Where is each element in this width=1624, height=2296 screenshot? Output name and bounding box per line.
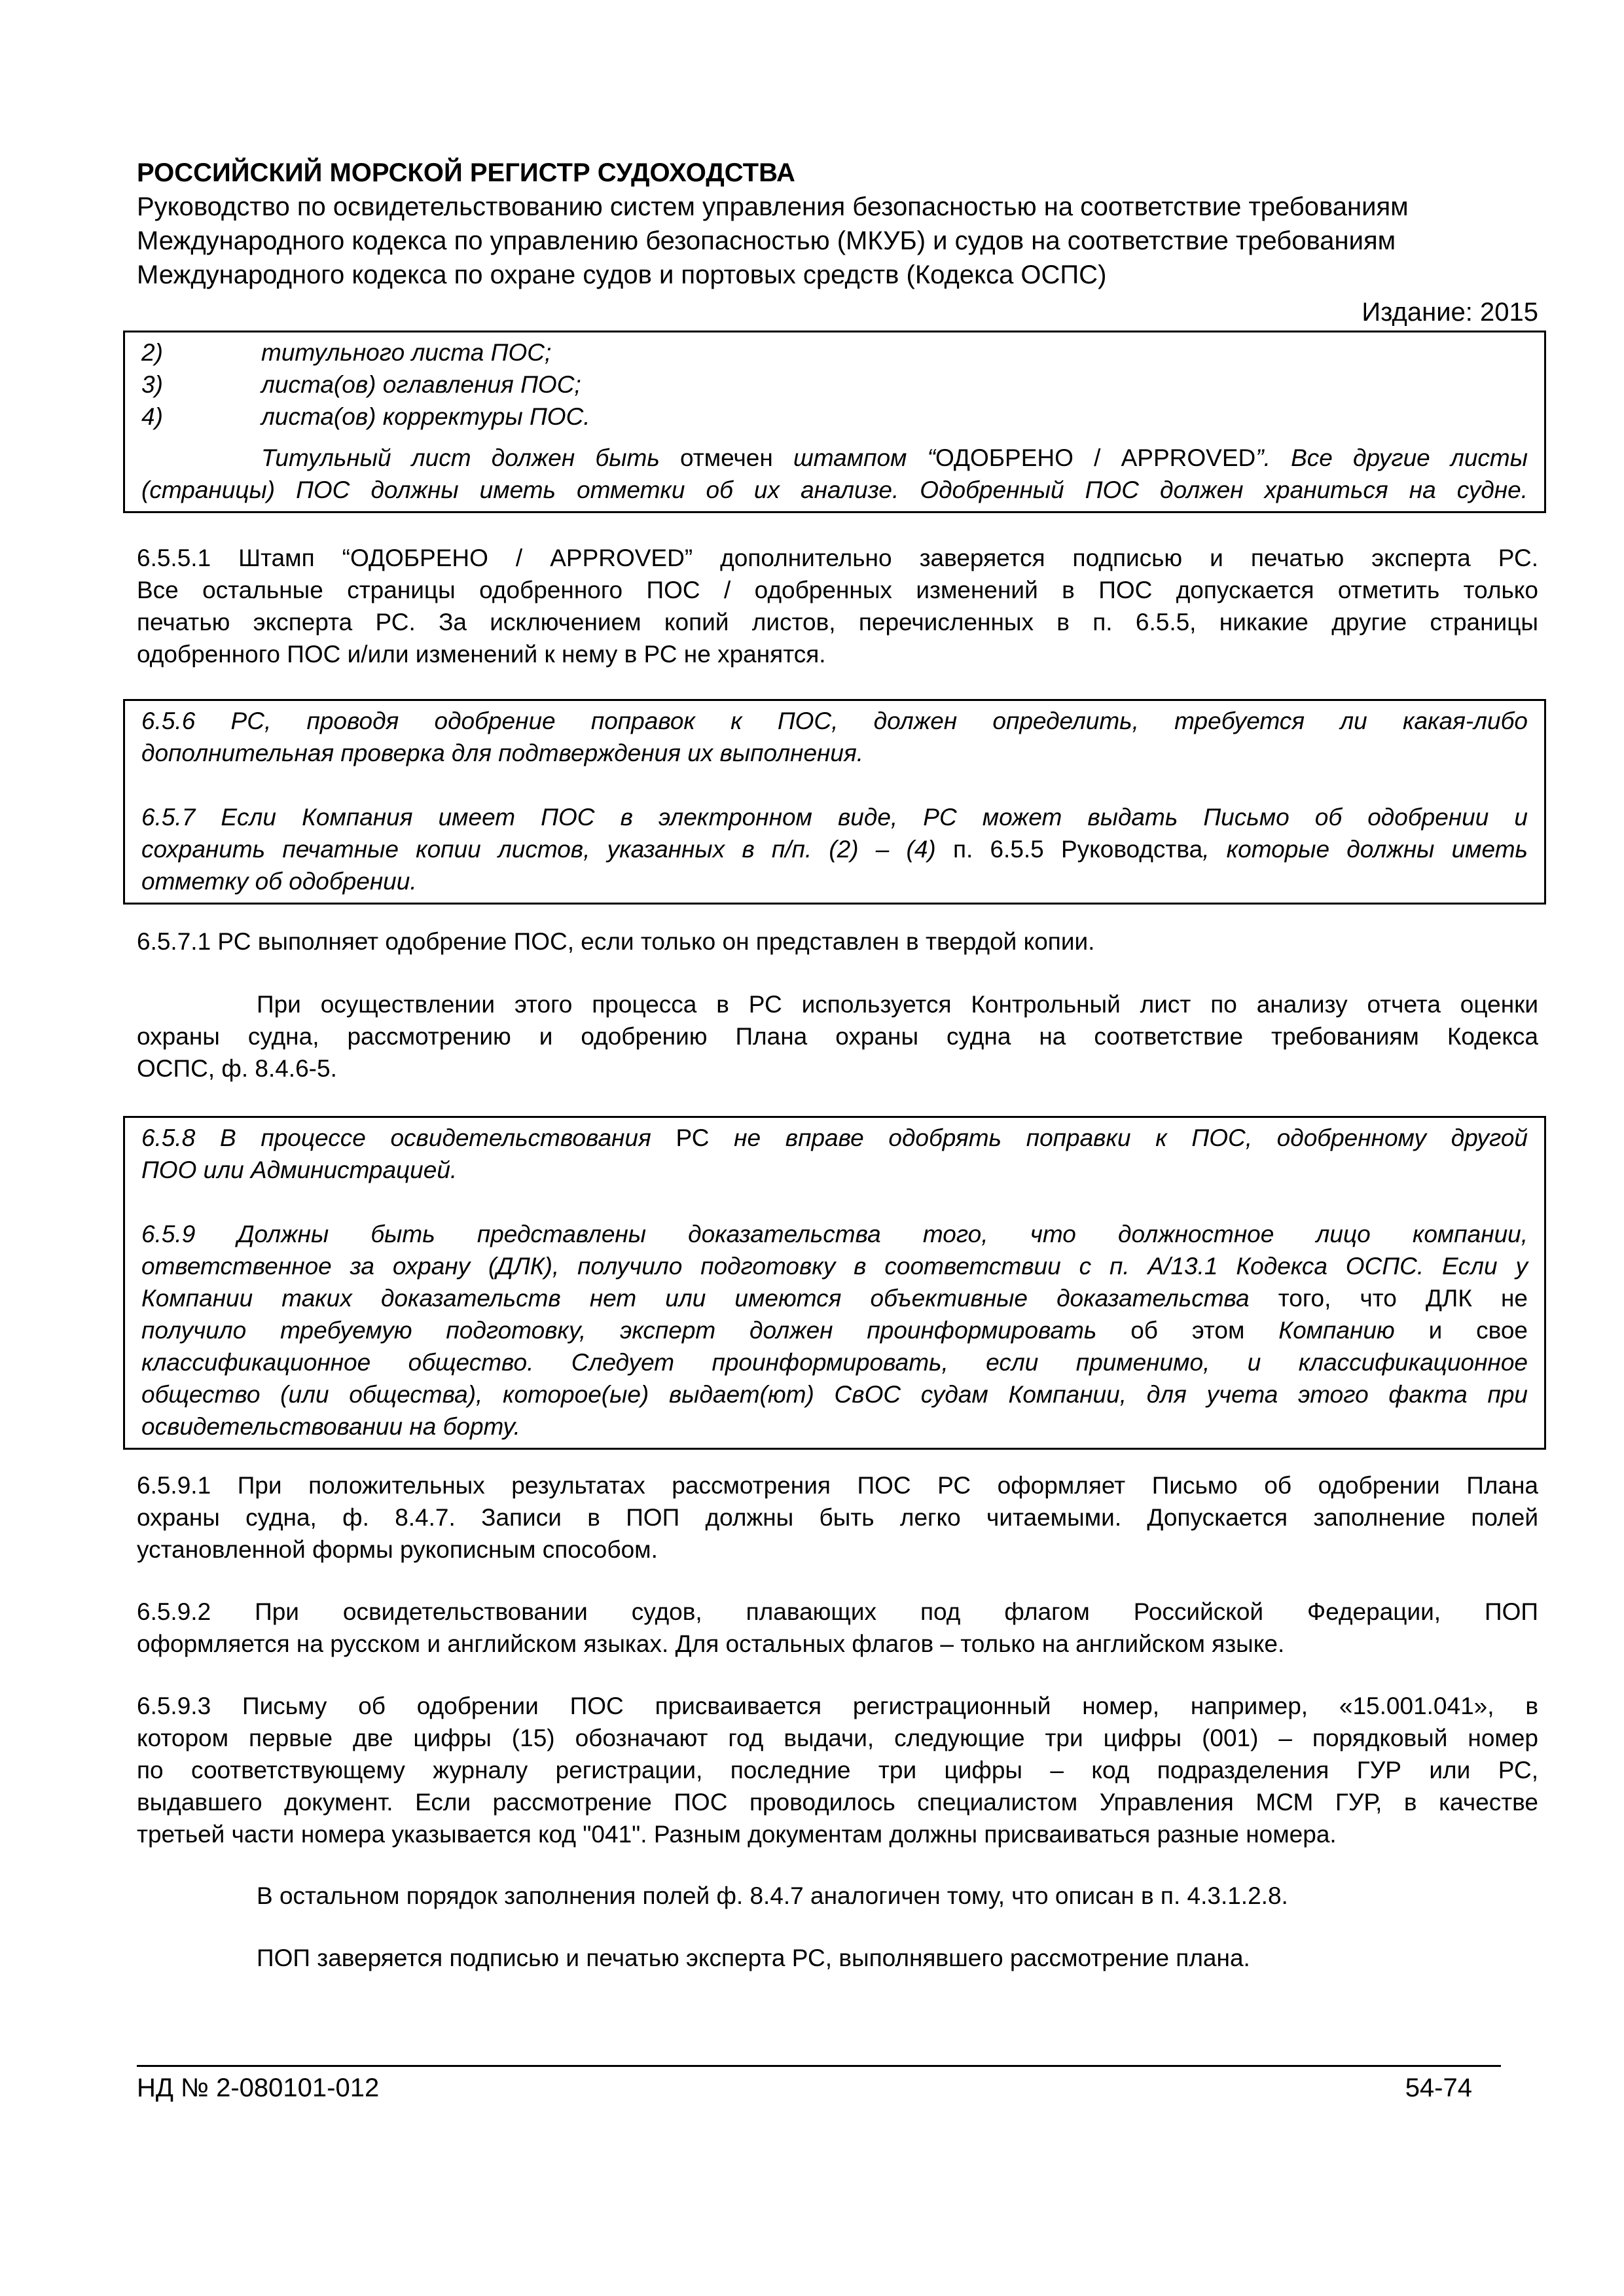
paragraph-line: 6.5.9.3 Письму об одобрении ПОС присваивается регистрационный номер, например, «15.001.041», в — [137, 1693, 1538, 1719]
paragraph-line: 6.5.6 РС, проводя одобрение поправок к ПОС, должен определить, требуется ли какая-либо — [141, 708, 1528, 734]
paragraph-line: Титульный лист должен быть отмечен штампом “ОДОБРЕНО / APPROVED”. Все другие листы — [261, 444, 1528, 471]
document-header — [137, 156, 1551, 292]
paragraph-line: котором первые две цифры (15) обозначают год выдачи, следующие три цифры (001) – порядковый номер — [137, 1725, 1538, 1751]
list-item — [141, 336, 1528, 368]
paragraph-line: Все остальные страницы одобренного ПОС / одобренных изменений в ПОС допускается отметить только — [137, 577, 1538, 603]
subtitle-line: Руководство по освидетельствованию систем управления безопасностью на соответствие требованиям — [137, 192, 1409, 221]
paragraph-line: Компании таких доказательств нет или имеются объективные доказательства того, что ДЛК не — [141, 1285, 1528, 1312]
paragraph-line: 6.5.9.1 При положительных результатах рассмотрения ПОС РС оформляет Письмо об одобрении Плана — [137, 1472, 1538, 1499]
paragraph-line: 6.5.9 Должны быть представлены доказательства того, что должностное лицо компании, — [141, 1221, 1528, 1247]
list-item — [141, 368, 1528, 401]
paragraph-6591 — [137, 1469, 1538, 1566]
list-item-number: 4) — [141, 403, 163, 430]
paragraph-line: дополнительная проверка для подтверждения их выполнения. — [141, 740, 864, 766]
paragraph-line: третьей части номера указывается код "041". Разным документам должны присваиваться разные номера. — [137, 1821, 1337, 1848]
list-item-text: листа(ов) оглавления ПОС; — [261, 371, 581, 398]
list-item — [141, 401, 1528, 433]
paragraph-line: (страницы) ПОС должны иметь отметки об их анализе. Одобренный ПОС должен храниться на судне. — [141, 476, 1528, 503]
paragraph-line: охраны судна, ф. 8.4.7. Записи в ПОП должны быть легко читаемыми. Допускается заполнение полей — [137, 1504, 1538, 1531]
paragraph-line: ответственное за охрану (ДЛК), получило подготовку в соответствии с п. А/13.1 Кодекса ОСПС. Если у — [141, 1253, 1528, 1280]
paragraph-line: 6.5.9.2 При освидетельствовании судов, плавающих под флагом Российской Федерации, ПОП — [137, 1598, 1538, 1625]
paragraph-sign — [137, 1942, 1538, 1974]
paragraph-line: получило требуемую подготовку, эксперт должен проинформировать об этом Компанию и свое — [141, 1317, 1528, 1344]
paragraph-line: ПОП заверяется подписью и печатью эксперта РС, выполнявшего рассмотрение плана. — [257, 1945, 1250, 1971]
list-item-text: листа(ов) корректуры ПОС. — [261, 403, 590, 430]
paragraph-line: ОСПС, ф. 8.4.6-5. — [137, 1055, 337, 1082]
paragraph-line: оформляется на русском и английском языках. Для остальных флагов – только на английском языке. — [137, 1630, 1285, 1657]
paragraph-line: печатью эксперта РС. За исключением копий листов, перечисленных в п. 6.5.5, никакие другие страницы — [137, 609, 1538, 636]
paragraph-line: В остальном порядок заполнения полей ф. 8.4.7 аналогичен тому, что описан в п. 4.3.1.2.8. — [257, 1882, 1288, 1909]
paragraph-line: отметку об одобрении. — [141, 868, 417, 895]
paragraph-process — [137, 988, 1538, 1085]
list-item-number: 2) — [141, 339, 163, 366]
boxed-text-3 — [123, 1116, 1546, 1450]
paragraph-line: 6.5.5.1 Штамп “ОДОБРЕНО / APPROVED” дополнительно заверяется подписью и печатью эксперта РС. — [137, 545, 1538, 571]
paragraph-line: классификационное общество. Следует проинформировать, если применимо, и классификационное — [141, 1349, 1528, 1376]
paragraph-line: При осуществлении этого процесса в РС используется Контрольный лист по анализу отчета оценки — [257, 991, 1538, 1018]
boxed-text-2 — [123, 699, 1546, 905]
paragraph-line: охраны судна, рассмотрению и одобрению Плана охраны судна на соответствие требованиям Кодекса — [137, 1023, 1538, 1050]
paragraph-line: 6.5.7.1 РС выполняет одобрение ПОС, если только он представлен в твердой копии. — [137, 928, 1095, 955]
paragraph-6592 — [137, 1596, 1538, 1660]
paragraph-6551 — [137, 542, 1538, 670]
paragraph-6593 — [137, 1690, 1538, 1850]
paragraph-line: ПОО или Администрацией. — [141, 1157, 458, 1183]
edition-label: Издание: 2015 — [1362, 298, 1538, 327]
paragraph-line: выдавшего документ. Если рассмотрение ПОС проводилось специалистом Управления МСМ ГУР, в качестве — [137, 1789, 1538, 1816]
paragraph-line: освидетельствовании на борту. — [141, 1413, 520, 1440]
paragraph-line: по соответствующему журналу регистрации, последние три цифры – код подразделения ГУР или РС, — [137, 1757, 1538, 1784]
list-item-text: титульного листа ПОС; — [261, 339, 552, 366]
paragraph-line: 6.5.7 Если Компания имеет ПОС в электронном виде, РС может выдать Письмо об одобрении и — [141, 804, 1528, 831]
paragraph-line: 6.5.8 В процессе освидетельствования РС не вправе одобрять поправки к ПОС, одобренному другой — [141, 1124, 1528, 1151]
paragraph-6571 — [137, 925, 1538, 958]
document-number: НД № 2-080101-012 — [137, 2073, 380, 2102]
org-title: РОССИЙСКИЙ МОРСКОЙ РЕГИСТР СУДОХОДСТВА — [137, 158, 795, 187]
footer-divider — [137, 2065, 1501, 2067]
subtitle-line: Международного кодекса по управлению безопасностью (МКУБ) и судов на соответствие требованиям — [137, 226, 1396, 255]
subtitle-line: Международного кодекса по охране судов и портовых средств (Кодекса ОСПС) — [137, 260, 1107, 289]
paragraph-line: сохранить печатные копии листов, указанных в п/п. (2) – (4) п. 6.5.5 Руководства, которые должны иметь — [141, 836, 1528, 863]
page-number: 54-74 — [1405, 2073, 1472, 2102]
boxed-text-1 — [123, 331, 1546, 513]
paragraph-line: одобренного ПОС и/или изменений к нему в РС не хранятся. — [137, 641, 826, 668]
list-item-number: 3) — [141, 371, 163, 398]
page-footer — [137, 2072, 1472, 2104]
paragraph-line: установленной формы рукописным способом. — [137, 1536, 658, 1563]
paragraph-rest — [137, 1880, 1538, 1912]
paragraph-line: общество (или общества), которое(ые) выдает(ют) СвОС судам Компании, для учета этого факта при — [141, 1381, 1528, 1408]
